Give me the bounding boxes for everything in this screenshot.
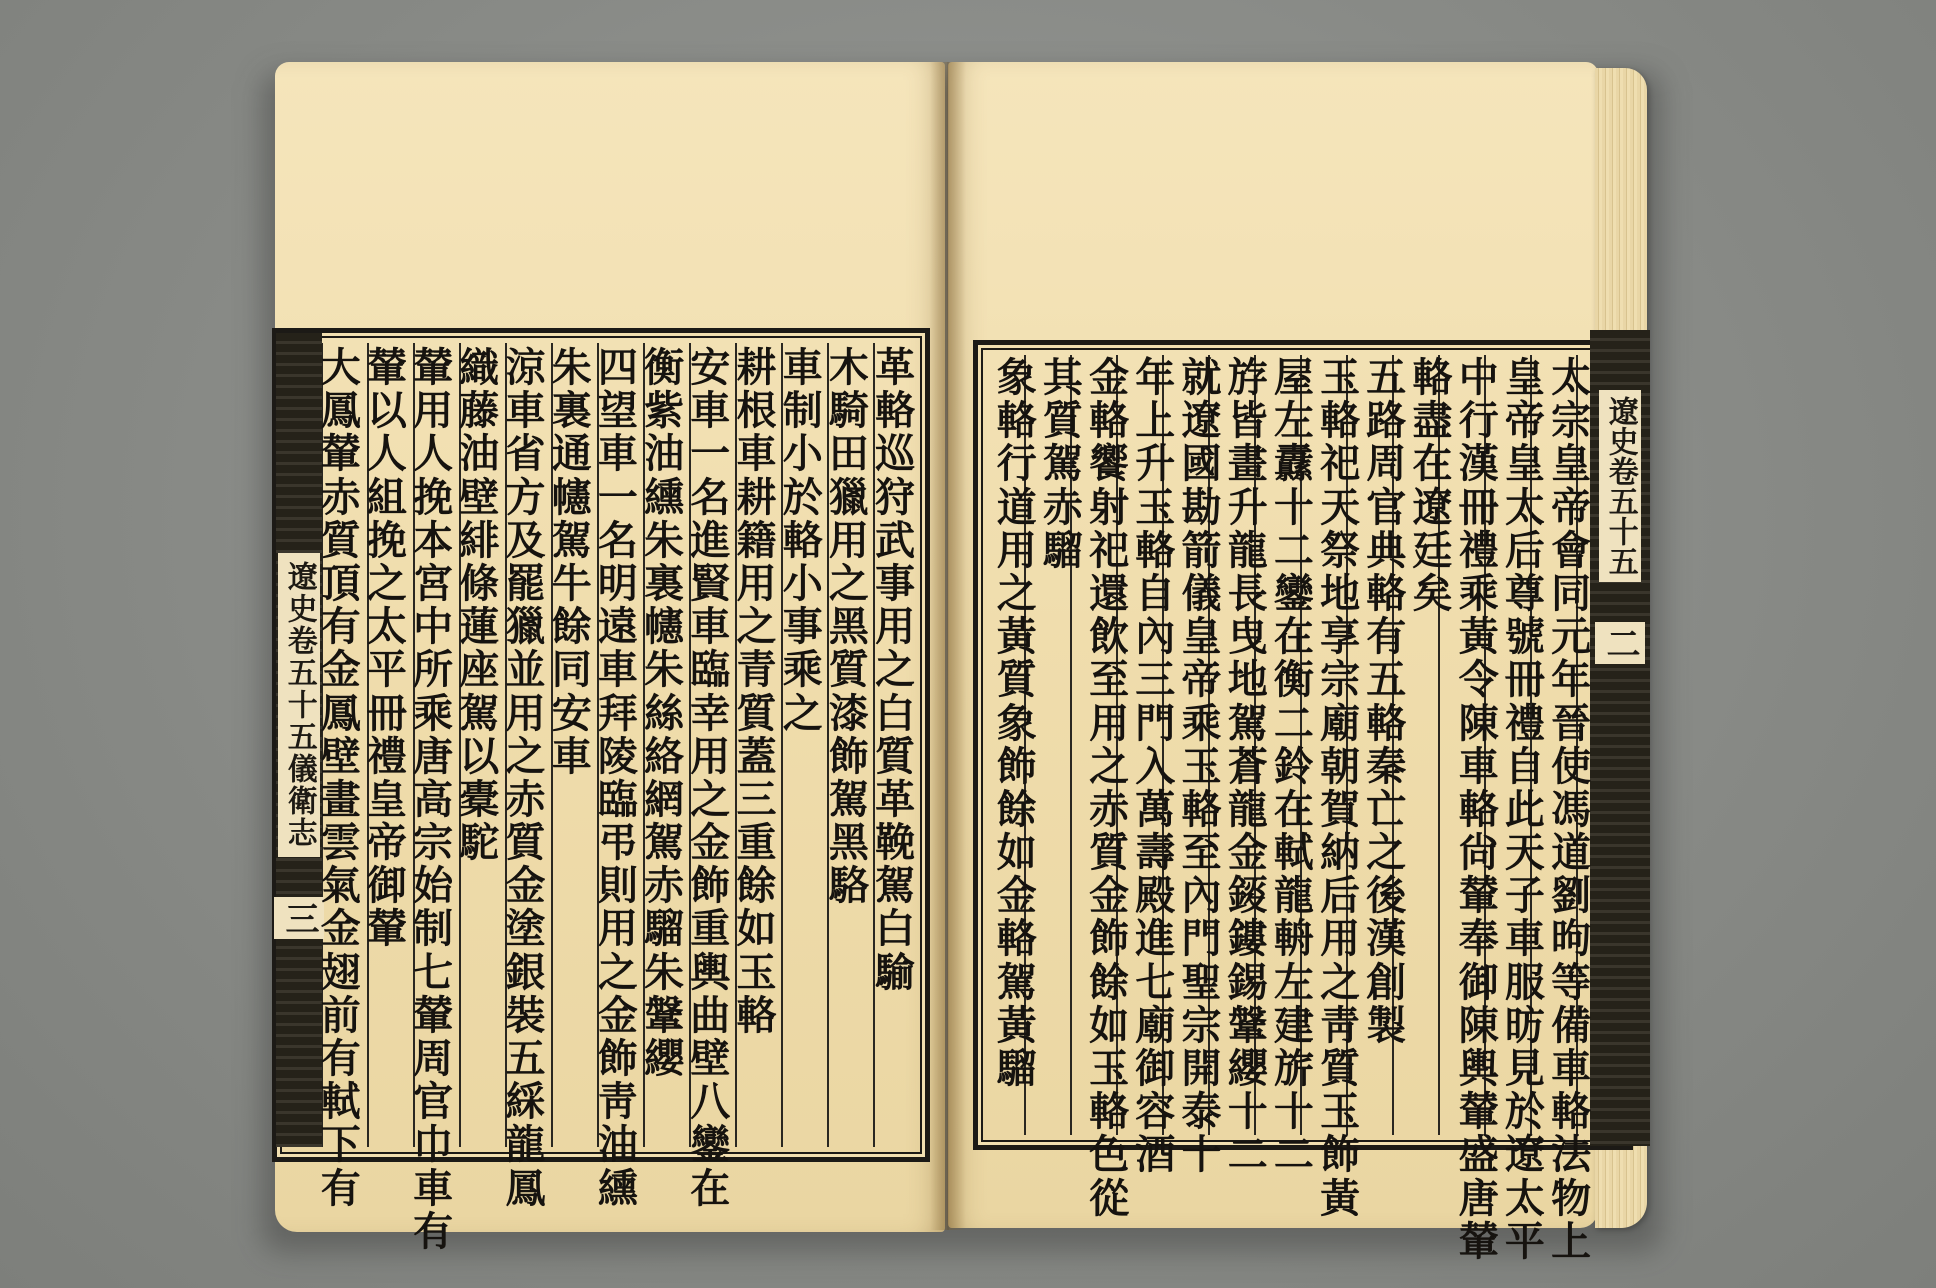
right-text-column: 象 輅 行 道 用 之 黃 質 象 飾 餘 如 金 輅 駕 黃 騮 [996, 354, 1037, 1092]
left-banxin-title: 遼史卷五十五儀衛志 [278, 553, 320, 857]
right-text-column: 屋 左 纛 十 二 鑾 在 衡 二 鈴 在 軾 龍 輈 左 建 旂 十 二 [1273, 354, 1314, 1179]
right-text-column: 其 質 駕 赤 騮 [1042, 354, 1083, 574]
left-text-column: 耕 根 車 耕 籍 用 之 青 質 蓋 三 重 餘 如 玉 輅 [736, 344, 777, 1039]
left-folio-number: 三 [274, 897, 324, 939]
left-text-column: 車 制 小 於 輅 小 事 乘 之 [782, 344, 823, 737]
left-text-column: 安 車 一 名 進 賢 車 臨 幸 用 之 金 飾 重 輿 曲 壁 八 鑾 在 [690, 344, 731, 1212]
right-block-heart [1590, 330, 1650, 1146]
left-block-heart [276, 333, 322, 1147]
right-folio-number: 二 [1595, 622, 1645, 664]
right-text-column: 玉 輅 祀 天 祭 地 享 宗 廟 朝 賀 納 后 用 之 靑 質 玉 飾 黃 [1320, 354, 1361, 1222]
left-text-column: 四 望 車 一 名 明 遠 車 拜 陵 臨 弔 則 用 之 金 飾 靑 油 纁 [597, 344, 638, 1212]
right-text-column: 就 遼 國 勘 箭 儀 皇 帝 乘 玉 輅 至 內 門 聖 宗 開 泰 十 [1181, 354, 1222, 1179]
right-text-column: 中 行 漢 冊 禮 乘 黃 令 陳 車 輅 尙 輦 奉 御 陳 輿 輦 盛 唐 輦 [1458, 354, 1499, 1265]
left-text-column: 輦 用 人 挽 本 宮 中 所 乘 唐 高 宗 始 制 七 輦 周 官 巾 車 有 [413, 344, 454, 1255]
left-text-column: 涼 車 省 方 及 罷 獵 並 用 之 赤 質 金 塗 銀 裝 五 綵 龍 鳳 [505, 344, 546, 1212]
right-text-column: 皇 帝 皇 太 后 尊 號 冊 禮 自 此 天 子 車 服 昉 見 於 遼 太 平 [1504, 354, 1545, 1265]
left-text-column: 衡 紫 油 纁 朱 裏 幰 朱 絲 絡 網 駕 赤 騮 朱 鞶 纓 [644, 344, 685, 1082]
book-gutter [930, 62, 966, 1230]
left-text-column: 木 騎 田 獵 用 之 黑 質 漆 飾 駕 黑 駱 [828, 344, 869, 910]
right-text-column: 金 輅 饗 射 祀 還 飲 至 用 之 赤 質 金 飾 餘 如 玉 輅 色 從 [1089, 354, 1130, 1222]
left-text-column: 朱 裏 通 幰 駕 牛 餘 同 安 車 [551, 344, 592, 780]
right-text-column: 年 上 升 玉 輅 自 內 三 門 入 萬 壽 殿 進 七 廟 御 容 酒 [1135, 354, 1176, 1179]
right-text-column: 斿 皆 畫 升 龍 長 曳 地 駕 蒼 龍 金 錽 鏤 錫 鞶 纓 十 二 [1227, 354, 1268, 1179]
right-text-column: 太 宗 皇 帝 會 同 元 年 晉 使 馮 道 劉 昫 等 備 車 輅 法 物 上 [1551, 354, 1592, 1265]
left-text-column: 織 藤 油 壁 緋 條 蓮 座 駕 以 橐 駝 [459, 344, 500, 867]
right-text-column: 輅 盡 在 遼 廷 矣 [1412, 354, 1453, 617]
right-banxin-title: 遼史卷五十五 [1599, 390, 1641, 582]
left-text-column: 革 輅 巡 狩 武 事 用 之 白 質 革 鞔 駕 白 騟 [875, 344, 916, 996]
left-text-column: 大 鳳 輦 赤 質 頂 有 金 鳳 壁 畫 雲 氣 金 翅 前 有 軾 下 有 [320, 344, 361, 1212]
left-text-column: 輦 以 人 組 挽 之 太 平 冊 禮 皇 帝 御 輦 [366, 344, 407, 953]
right-text-column: 五 路 周 官 典 輅 有 五 輅 秦 亡 之 後 漢 創 製 [1366, 354, 1407, 1049]
